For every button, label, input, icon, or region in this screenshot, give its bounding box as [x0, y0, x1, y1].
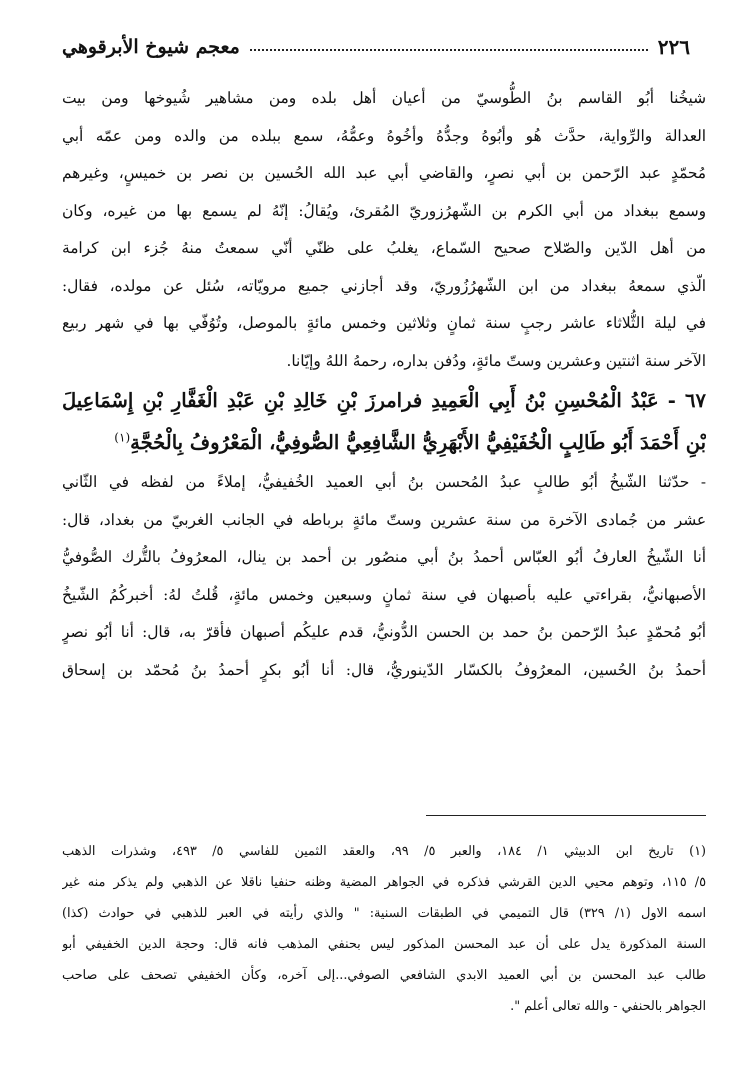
entry-heading-line	[62, 422, 706, 464]
paragraph-line: الّذي سمعهُ ببغداد من ابن الشّهرُزُوريّ، وقد أجازني جميع مرويّاته، سُئل عن مولده، فقال:	[62, 276, 706, 295]
entry-line: عشر من جُمادى الآخرة من سنة عشرين وستّ مائةٍ برباطه في الجانب الغربيّ من بغداد، قال:	[62, 510, 706, 529]
entry-line: أبُو مُحمّدٍ عبدُ الرّحمن بنُ حمد بن الحسن الدُّونيُّ، قدم عليكُم أصبهان فأقرّ به، قال: أنا أبُو نصرٍ	[62, 623, 706, 641]
entry-line: الأصبهانيُّ، بقراءتي عليه بأصبهان في سنة ثمانٍ وسبعين وخمس مائةٍ، قُلتُ لهُ: أخبركُمُ الشّيخُ	[62, 585, 706, 604]
paragraph-line: الآخر سنة اثنتين وعشرين وستّ مائةٍ، ودُفن بداره، رحمهُ اللهُ وإيّانا.	[286, 351, 706, 370]
entry-line: أحمدُ بنُ الحُسين، المعرُوفُ بالكسّار الدّينوريُّ، قال: أنا أبُو بكرٍ أحمدُ بنُ مُحمّد بن إسحاق	[62, 660, 706, 679]
paragraph-line: العدالة والرِّواية، حدَّث هُو وأبُوهُ وجدُّهُ وأخُوهُ وعمُّهُ، سمع ببلده من والده ومن عمّه أبي	[62, 126, 706, 145]
entry-heading-line: ٦٧ - عَبْدُ الْمُحْسِنِ بْنُ أَبِي الْعَمِيدِ فرامرزَ بْنِ خَالِدِ بْنِ عَبْدِ الْغَفَّارِ بْنِ إِسْمَاعِيلَ	[62, 389, 706, 412]
entry-heading-text: بْنِ أَحْمَدَ أَبُو طَالِبٍ الْخُفَيْفِيُّ الأَبْهَرِيُّ الشَّافِعِيُّ الصُّوفِيُّ، الْمَعْرُوفُ بِالْحُجَّةِ	[130, 431, 706, 454]
dotted-leader	[250, 49, 648, 51]
paragraph-line: وسمع ببغداد من أبي الكرم بن الشّهرُزوريّ المُقرئ، ويُقالُ: إنّهُ لم يسمع بها من غيره، وكان	[62, 201, 706, 220]
entry-line: أنا الشّيخُ العارفُ أبُو العبّاس أحمدُ بنُ أبي منصُور بن أحمد بن ينال، المعرُوفُ بالتُّرك الصُّوفيُّ	[62, 548, 706, 566]
footnote-line: السنة المذكورة يدل على أن عبد المحسن المذكور ليس بحنفي المذهب فانه قال: وحجة الدين الخفيفي أبو	[62, 937, 706, 952]
entry-line: - حدّثنا الشّيخُ أبُو طالبٍ عبدُ المُحسن بنُ أبي العميد الخُفيفيُّ، إملاءً من لفظه في الثّاني	[62, 473, 706, 491]
footnote-reference: (١)	[114, 430, 131, 445]
footnote-line: طالب عبد المحسن بن أبي العميد الابدي الشافعي الصوفي...إلى آخره، وكأن الخفيفي تصحف على صاحب	[62, 968, 706, 983]
running-title: معجم شيوخ الأبرقوهي	[62, 36, 240, 58]
paragraph-line: من أهل الدّين والصّلاح صحيح السّماع، يغلبُ على ظنّي أنّي سمعتُ منهُ جُزء ابن كرامة	[62, 239, 706, 257]
footnote-line: اسمه الاول (١/ ٣٢٩) قال التميمي في الطبقات السنية: " والذي رأيته في العبر للذهبي في حوادث (كذا)	[62, 906, 706, 921]
footnote-line: الجواهر بالحنفي - والله تعالى أعلم ".	[510, 999, 706, 1014]
footnote-separator	[426, 815, 706, 816]
paragraph-line: في ليلة الثُّلاثاء عاشر رجبٍ سنة ثمانٍ وثلاثين وخمس مائةٍ بالموصل، وتُوُفّي بها في شهر ربيع	[62, 314, 706, 332]
paragraph-line: مُحمّدٍ عبد الرّحمن بن أبي نصرٍ، والقاضي أبي عبد الله الحُسين بن نصر بن خميسٍ، وغيرهم	[62, 164, 706, 182]
footnote-line: ٥/ ١١٥، وتوهم محيي الدين القرشي فذكره في الجواهر المضية وظنه حنفيا ناقلا عن الذهبي ولم يذكر منه غير	[62, 875, 706, 890]
page-header	[62, 30, 690, 64]
page-number: ٢٢٦	[657, 35, 690, 59]
footnote-line: (١) تاريخ ابن الدبيثي ١/ ١٨٤، والعبر ٥/ ٩٩، والعقد الثمين للفاسي ٥/ ٤٩٣، وشذرات الذهب	[62, 844, 706, 859]
main-text	[62, 80, 706, 689]
footnotes	[62, 836, 706, 1022]
paragraph-line: شيخُنا أبُو القاسم بنُ الطُّوسيّ من أعيان أهل بلده ومن مشاهير شُيوخها ومن بيت	[62, 89, 706, 107]
